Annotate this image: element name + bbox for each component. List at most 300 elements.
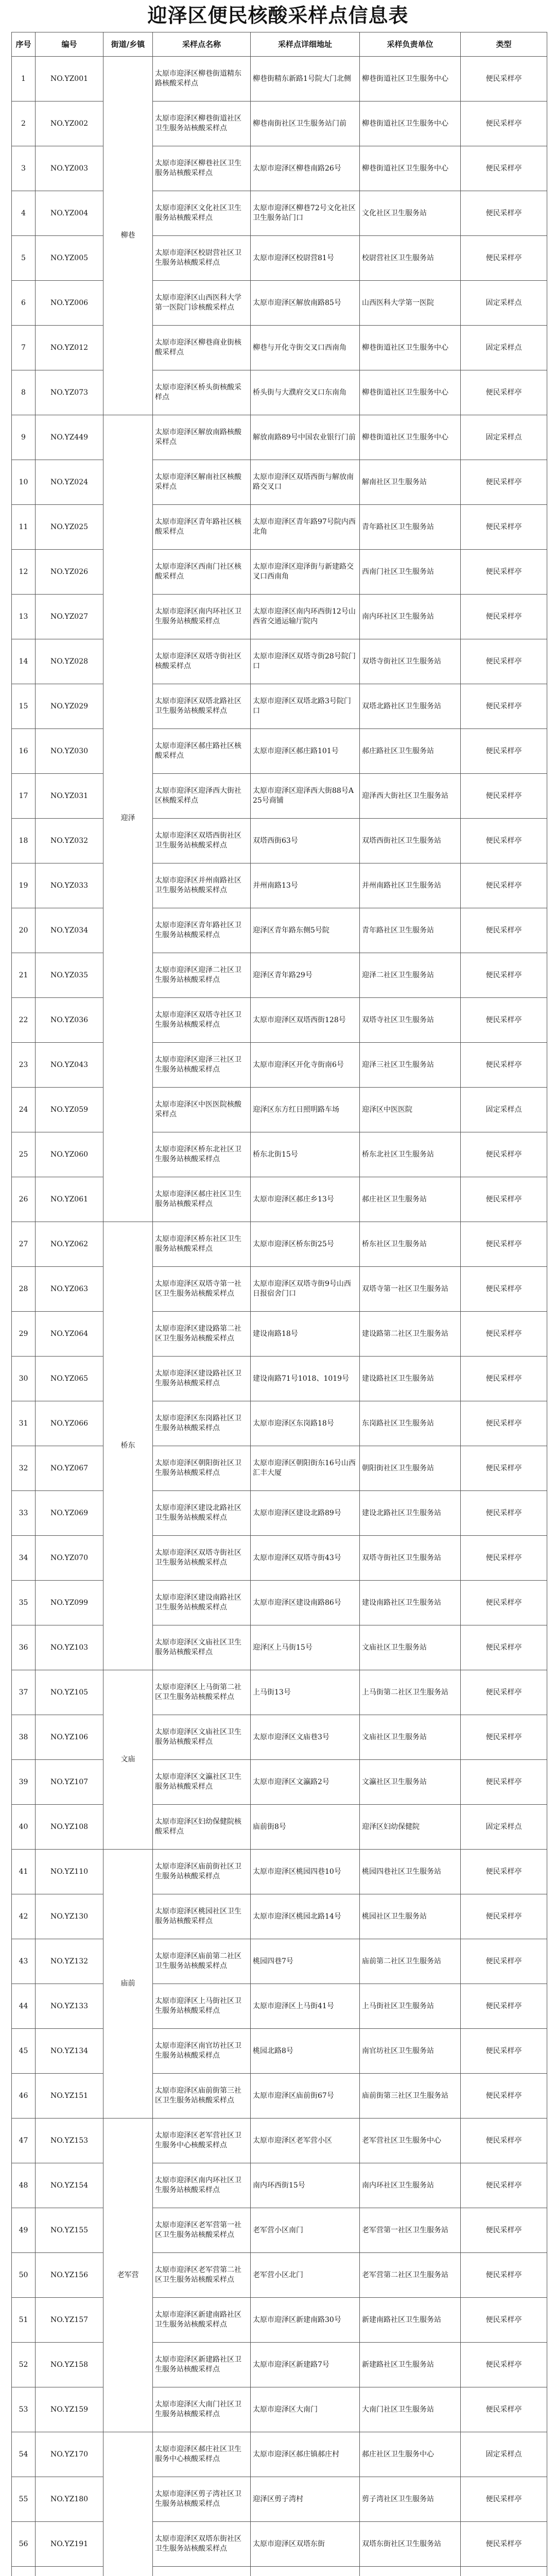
row-code-cell: NO.YZ134 (36, 2029, 103, 2074)
table-row (12, 1715, 547, 1760)
row-name-cell: 太原市迎泽区南官坊社区卫生服务站核酸采样点 (153, 2029, 251, 2074)
row-code-cell: NO.YZ191 (36, 2522, 103, 2567)
table-row (12, 1267, 547, 1312)
row-address-cell: 太原市迎泽区双塔寺街43号 (251, 1536, 360, 1581)
row-number-cell: 33 (12, 1491, 36, 1536)
row-address-cell: 建设南路71号1018、1019号 (251, 1357, 360, 1401)
row-address-cell: 桥头街与大濮府交叉口东南角 (251, 370, 360, 415)
row-name-cell: 太原市迎泽区双塔东街社区卫生服务站核酸采样点 (153, 2522, 251, 2567)
header-code: 编号 (36, 32, 103, 57)
row-name-cell: 太原市迎泽区建设北路社区卫生服务站核酸采样点 (153, 1491, 251, 1536)
row-address-cell: 迎泽区上马街15号 (251, 1625, 360, 1670)
row-type-cell: 便民采样亭 (461, 2387, 547, 2432)
row-type-cell: 便民采样亭 (461, 2119, 547, 2163)
row-code-cell: NO.YZ105 (36, 1670, 103, 1715)
row-unit-cell: 柳巷街道社区卫生服务中心 (360, 57, 461, 101)
row-code-cell: NO.YZ034 (36, 908, 103, 953)
table-row (12, 953, 547, 998)
table-row (12, 1043, 547, 1088)
table-row (12, 1939, 547, 1984)
row-unit-cell: 双塔东街社区卫生服务站 (360, 2522, 461, 2567)
row-code-cell: NO.YZ151 (36, 2074, 103, 2119)
row-name-cell: 太原市迎泽区庙前街第三社区卫生服务站核酸采样点 (153, 2074, 251, 2119)
table-row (12, 2432, 547, 2477)
row-address-cell: 太原市迎泽区朝阳街东16号山西汇丰大厦 (251, 1446, 360, 1491)
row-type-cell: 便民采样亭 (461, 819, 547, 863)
table-row (12, 1446, 547, 1491)
row-unit-cell: 迎泽三社区卫生服务站 (360, 1043, 461, 1088)
table-header-row (12, 32, 547, 57)
row-address-cell: 迎泽区剪子湾村 (251, 2477, 360, 2522)
row-name-cell: 太原市迎泽区南内环社区卫生服务站核酸采样点 (153, 595, 251, 639)
row-name-cell: 太原市迎泽区青年路社区卫生服务站核酸采样点 (153, 908, 251, 953)
row-number-cell: 18 (12, 819, 36, 863)
row-code-cell: NO.YZ133 (36, 1984, 103, 2029)
row-number-cell: 20 (12, 908, 36, 953)
row-name-cell: 太原市迎泽区柳巷街道精东路核酸采样点 (153, 57, 251, 101)
row-number-cell: 3 (12, 146, 36, 191)
row-code-cell: NO.YZ170 (36, 2432, 103, 2477)
row-type-cell: 便民采样亭 (461, 998, 547, 1043)
row-number-cell: 26 (12, 1177, 36, 1222)
row-name-cell: 太原市迎泽区朝阳街社区卫生服务站核酸采样点 (153, 1446, 251, 1491)
row-number-cell: 16 (12, 729, 36, 774)
row-name-cell: 太原市迎泽区青年路社区核酸采样点 (153, 505, 251, 550)
table-row (12, 1357, 547, 1401)
row-number-cell: 50 (12, 2253, 36, 2298)
table-row (12, 1222, 547, 1267)
row-number-cell: 21 (12, 953, 36, 998)
row-unit-cell: 郝庄社区卫生服务站 (360, 1177, 461, 1222)
row-unit-cell: 迎泽二社区卫生服务站 (360, 953, 461, 998)
row-number-cell: 13 (12, 595, 36, 639)
row-address-cell: 太原市迎泽区双塔东街 (251, 2522, 360, 2567)
row-code-cell: NO.YZ155 (36, 2208, 103, 2253)
table-row (12, 1177, 547, 1222)
row-type-cell: 便民采样亭 (461, 2253, 547, 2298)
table-row (12, 236, 547, 281)
table-row (12, 998, 547, 1043)
row-address-cell: 太原市迎泽区桃园四巷10号 (251, 1850, 360, 1894)
row-unit-cell: 山西医科大学第一医院 (360, 281, 461, 326)
row-address-cell: 太原市迎泽区双塔北路3号院门口 (251, 684, 360, 729)
row-name-cell: 太原市迎泽区迎泽三社区卫生服务站核酸采样点 (153, 1043, 251, 1088)
row-address-cell (251, 2567, 360, 2576)
row-code-cell: NO.YZ065 (36, 1357, 103, 1401)
row-address-cell: 太原市迎泽区双塔寺街28号院门口 (251, 639, 360, 684)
row-address-cell: 太原市迎泽区建设南路86号 (251, 1581, 360, 1625)
row-name-cell: 太原市迎泽区文化社区卫生服务站核酸采样点 (153, 191, 251, 236)
row-number-cell: 8 (12, 370, 36, 415)
row-address-cell: 太原市迎泽区庙前街67号 (251, 2074, 360, 2119)
row-type-cell: 便民采样亭 (461, 863, 547, 908)
row-name-cell: 太原市迎泽区郝庄社区卫生服务站核酸采样点 (153, 1177, 251, 1222)
row-address-cell: 太原市迎泽区迎泽街与新建路交叉口西南角 (251, 550, 360, 595)
row-type-cell: 便民采样亭 (461, 236, 547, 281)
row-unit-cell: 朝阳街社区卫生服务站 (360, 1446, 461, 1491)
row-name-cell: 太原市迎泽区解南社区核酸采样点 (153, 460, 251, 505)
row-unit-cell: 柳巷街道社区卫生服务中心 (360, 146, 461, 191)
row-address-cell: 柳巷南街社区卫生服务站门前 (251, 101, 360, 146)
table-row (12, 1760, 547, 1805)
row-address-cell: 解放南路89号中国农业银行门前 (251, 415, 360, 460)
row-unit-cell: 桥东社区卫生服务站 (360, 1222, 461, 1267)
row-number-cell: 38 (12, 1715, 36, 1760)
row-code-cell: NO.YZ110 (36, 1850, 103, 1894)
row-address-cell: 太原市迎泽区建设北路89号 (251, 1491, 360, 1536)
row-code-cell (36, 2567, 103, 2576)
row-unit-cell: 双塔寺街社区卫生服务站 (360, 1536, 461, 1581)
table-row (12, 908, 547, 953)
street-group-cell: 文庙 (103, 1670, 153, 1850)
row-name-cell: 太原市迎泽区桥东北社区卫生服务站核酸采样点 (153, 1132, 251, 1177)
row-code-cell: NO.YZ449 (36, 415, 103, 460)
row-type-cell: 便民采样亭 (461, 1491, 547, 1536)
row-code-cell: NO.YZ069 (36, 1491, 103, 1536)
row-number-cell: 11 (12, 505, 36, 550)
table-row (12, 2253, 547, 2298)
row-type-cell: 便民采样亭 (461, 2522, 547, 2567)
row-name-cell: 太原市迎泽区双塔西街社区卫生服务站核酸采样点 (153, 819, 251, 863)
row-number-cell: 51 (12, 2298, 36, 2343)
table-row (12, 326, 547, 370)
row-code-cell: NO.YZ066 (36, 1401, 103, 1446)
row-code-cell: NO.YZ005 (36, 236, 103, 281)
row-code-cell: NO.YZ158 (36, 2343, 103, 2387)
row-name-cell: 太原市迎泽区山西医科大学第一医院门诊核酸采样点 (153, 281, 251, 326)
row-number-cell: 28 (12, 1267, 36, 1312)
row-unit-cell: 双塔寺第一社区卫生服务站 (360, 1267, 461, 1312)
row-name-cell: 太原市迎泽区并州南路社区卫生服务站核酸采样点 (153, 863, 251, 908)
row-type-cell: 便民采样亭 (461, 1177, 547, 1222)
row-name-cell: 太原市迎泽区柳巷商业街核酸采样点 (153, 326, 251, 370)
row-type-cell: 便民采样亭 (461, 1715, 547, 1760)
row-code-cell: NO.YZ059 (36, 1088, 103, 1132)
row-name-cell: 太原市迎泽区柳巷街道社区卫生服务站核酸采样点 (153, 101, 251, 146)
street-group-cell (103, 2432, 153, 2576)
header-type: 类型 (461, 32, 547, 57)
row-unit-cell: 南官坊社区卫生服务站 (360, 2029, 461, 2074)
row-address-cell: 太原市迎泽区上马街41号 (251, 1984, 360, 2029)
row-number-cell: 30 (12, 1357, 36, 1401)
row-code-cell: NO.YZ099 (36, 1581, 103, 1625)
row-code-cell: NO.YZ107 (36, 1760, 103, 1805)
row-type-cell: 便民采样亭 (461, 460, 547, 505)
row-unit-cell (360, 2567, 461, 2576)
row-name-cell: 太原市迎泽区桥头街核酸采样点 (153, 370, 251, 415)
row-unit-cell: 校尉营社区卫生服务站 (360, 236, 461, 281)
row-unit-cell: 庙前第二社区卫生服务站 (360, 1939, 461, 1984)
row-number-cell: 15 (12, 684, 36, 729)
table-row (12, 2477, 547, 2522)
row-address-cell: 太原市迎泽区开化寺街南6号 (251, 1043, 360, 1088)
table-row (12, 415, 547, 460)
row-code-cell: NO.YZ012 (36, 326, 103, 370)
row-address-cell: 建设南路18号 (251, 1312, 360, 1357)
row-code-cell: NO.YZ029 (36, 684, 103, 729)
row-number-cell: 55 (12, 2477, 36, 2522)
row-number-cell: 31 (12, 1401, 36, 1446)
table-row (12, 2387, 547, 2432)
header-name: 采样点名称 (153, 32, 251, 57)
row-name-cell (153, 2567, 251, 2576)
row-address-cell: 太原市迎泽区双塔西街128号 (251, 998, 360, 1043)
row-unit-cell: 解南社区卫生服务站 (360, 460, 461, 505)
row-unit-cell: 新建路社区卫生服务站 (360, 2343, 461, 2387)
row-address-cell: 太原市迎泽区郝庄乡13号 (251, 1177, 360, 1222)
row-type-cell: 固定采样点 (461, 415, 547, 460)
row-address-cell: 迎泽区青年路29号 (251, 953, 360, 998)
row-code-cell: NO.YZ106 (36, 1715, 103, 1760)
row-name-cell: 太原市迎泽区新建路社区卫生服务站核酸采样点 (153, 2343, 251, 2387)
row-address-cell: 太原市迎泽区东岗路18号 (251, 1401, 360, 1446)
row-address-cell: 迎泽区东方红日照明路车场 (251, 1088, 360, 1132)
row-number-cell: 49 (12, 2208, 36, 2253)
row-type-cell: 便民采样亭 (461, 1984, 547, 2029)
table-row (12, 191, 547, 236)
header-no: 序号 (12, 32, 36, 57)
row-unit-cell: 青年路社区卫生服务站 (360, 908, 461, 953)
row-address-cell: 太原市迎泽区青年路97号院内西北角 (251, 505, 360, 550)
table-row (12, 2298, 547, 2343)
row-code-cell: NO.YZ153 (36, 2119, 103, 2163)
row-type-cell: 固定采样点 (461, 1805, 547, 1850)
row-type-cell: 便民采样亭 (461, 2208, 547, 2253)
table-row (12, 1805, 547, 1850)
row-number-cell: 48 (12, 2163, 36, 2208)
row-number-cell: 6 (12, 281, 36, 326)
row-unit-cell: 文化社区卫生服务站 (360, 191, 461, 236)
row-type-cell: 便民采样亭 (461, 1222, 547, 1267)
row-number-cell: 46 (12, 2074, 36, 2119)
row-type-cell: 便民采样亭 (461, 505, 547, 550)
table-row (12, 1850, 547, 1894)
row-name-cell: 太原市迎泽区中医医院核酸采样点 (153, 1088, 251, 1132)
row-type-cell: 便民采样亭 (461, 550, 547, 595)
row-unit-cell: 老军营第一社区卫生服务站 (360, 2208, 461, 2253)
table-row (12, 2029, 547, 2074)
row-name-cell: 太原市迎泽区双塔寺社区卫生服务站核酸采样点 (153, 998, 251, 1043)
row-code-cell: NO.YZ035 (36, 953, 103, 998)
table-row (12, 1312, 547, 1357)
street-group-cell: 庙前 (103, 1850, 153, 2119)
row-address-cell: 柳巷与开化寺街交叉口西南角 (251, 326, 360, 370)
row-number-cell: 5 (12, 236, 36, 281)
row-code-cell: NO.YZ004 (36, 191, 103, 236)
row-code-cell: NO.YZ030 (36, 729, 103, 774)
table-row (12, 2567, 547, 2576)
row-code-cell: NO.YZ026 (36, 550, 103, 595)
table-row (12, 1581, 547, 1625)
row-name-cell: 太原市迎泽区校尉营社区卫生服务站核酸采样点 (153, 236, 251, 281)
row-code-cell: NO.YZ103 (36, 1625, 103, 1670)
row-code-cell: NO.YZ154 (36, 2163, 103, 2208)
row-number-cell: 9 (12, 415, 36, 460)
row-name-cell: 太原市迎泽区上马街社区卫生服务站核酸采样点 (153, 1984, 251, 2029)
row-type-cell: 便民采样亭 (461, 1536, 547, 1581)
row-code-cell: NO.YZ157 (36, 2298, 103, 2343)
row-unit-cell: 双塔寺社区卫生服务站 (360, 998, 461, 1043)
row-address-cell: 太原市迎泽区大南门 (251, 2387, 360, 2432)
row-unit-cell: 老军营社区卫生服务中心 (360, 2119, 461, 2163)
row-number-cell: 47 (12, 2119, 36, 2163)
table-row (12, 1132, 547, 1177)
table-body (12, 57, 547, 2576)
row-address-cell: 太原市迎泽区柳巷南路26号 (251, 146, 360, 191)
row-type-cell: 便民采样亭 (461, 639, 547, 684)
row-unit-cell: 庙前街第三社区卫生服务站 (360, 2074, 461, 2119)
row-unit-cell: 桃园社区卫生服务站 (360, 1894, 461, 1939)
row-number-cell: 41 (12, 1850, 36, 1894)
row-name-cell: 太原市迎泽区文庙社区卫生服务站核酸采样点 (153, 1625, 251, 1670)
page-title: 迎泽区便民核酸采样点信息表 (147, 4, 409, 27)
row-name-cell: 太原市迎泽区老军营社区卫生服务中心核酸采样点 (153, 2119, 251, 2163)
row-unit-cell: 文瀛社区卫生服务站 (360, 1760, 461, 1805)
row-name-cell: 太原市迎泽区迎泽西大街社区核酸采样点 (153, 774, 251, 819)
row-type-cell: 便民采样亭 (461, 1625, 547, 1670)
row-address-cell: 太原市迎泽区郝庄镇郝庄村 (251, 2432, 360, 2477)
row-code-cell: NO.YZ060 (36, 1132, 103, 1177)
row-type-cell (461, 2567, 547, 2576)
row-number-cell: 25 (12, 1132, 36, 1177)
row-unit-cell: 迎泽区妇幼保健院 (360, 1805, 461, 1850)
row-type-cell: 便民采样亭 (461, 191, 547, 236)
row-address-cell: 太原市迎泽区迎泽西大街88号A25号商铺 (251, 774, 360, 819)
row-address-cell: 太原市迎泽区桥东街25号 (251, 1222, 360, 1267)
row-code-cell: NO.YZ036 (36, 998, 103, 1043)
table-row (12, 595, 547, 639)
row-address-cell: 太原市迎泽区解放南路85号 (251, 281, 360, 326)
row-code-cell: NO.YZ061 (36, 1177, 103, 1222)
row-type-cell: 固定采样点 (461, 326, 547, 370)
row-number-cell: 43 (12, 1939, 36, 1984)
row-type-cell: 便民采样亭 (461, 1850, 547, 1894)
table-row (12, 550, 547, 595)
row-number-cell: 23 (12, 1043, 36, 1088)
street-group-cell: 桥东 (103, 1222, 153, 1670)
row-type-cell: 便民采样亭 (461, 595, 547, 639)
row-type-cell: 便民采样亭 (461, 1312, 547, 1357)
table-row (12, 684, 547, 729)
row-code-cell: NO.YZ132 (36, 1939, 103, 1984)
row-name-cell: 太原市迎泽区东岗路社区卫生服务站核酸采样点 (153, 1401, 251, 1446)
header-street: 街道/乡镇 (103, 32, 153, 57)
row-number-cell: 40 (12, 1805, 36, 1850)
row-type-cell: 便民采样亭 (461, 774, 547, 819)
row-unit-cell: 剪子湾社区卫生服务站 (360, 2477, 461, 2522)
row-name-cell: 太原市迎泽区柳巷社区卫生服务站核酸采样点 (153, 146, 251, 191)
row-number-cell: 42 (12, 1894, 36, 1939)
row-unit-cell: 大南门社区卫生服务站 (360, 2387, 461, 2432)
row-code-cell: NO.YZ027 (36, 595, 103, 639)
row-name-cell: 太原市迎泽区桃园社区卫生服务站核酸采样点 (153, 1894, 251, 1939)
row-address-cell: 南内环西街15号 (251, 2163, 360, 2208)
row-unit-cell: 建设路社区卫生服务站 (360, 1357, 461, 1401)
row-number-cell: 22 (12, 998, 36, 1043)
row-address-cell: 庙前街8号 (251, 1805, 360, 1850)
row-number-cell: 44 (12, 1984, 36, 2029)
row-address-cell: 柳巷街精东新路1号院大门北侧 (251, 57, 360, 101)
row-address-cell: 双塔西街63号 (251, 819, 360, 863)
row-number-cell: 39 (12, 1760, 36, 1805)
table-row (12, 57, 547, 101)
row-address-cell: 桃园四巷7号 (251, 1939, 360, 1984)
table-row (12, 460, 547, 505)
row-name-cell: 太原市迎泽区桥东社区卫生服务站核酸采样点 (153, 1222, 251, 1267)
row-name-cell: 太原市迎泽区老军营第一社区卫生服务站核酸采样点 (153, 2208, 251, 2253)
street-group-cell: 柳巷 (103, 57, 153, 415)
row-type-cell: 便民采样亭 (461, 2074, 547, 2119)
row-number-cell: 35 (12, 1581, 36, 1625)
street-group-cell: 老军营 (103, 2119, 153, 2432)
row-unit-cell: 迎泽西大街社区卫生服务站 (360, 774, 461, 819)
row-name-cell: 太原市迎泽区庙前街社区卫生服务站核酸采样点 (153, 1850, 251, 1894)
table-row (12, 101, 547, 146)
row-unit-cell: 迎泽区中医医院 (360, 1088, 461, 1132)
row-name-cell: 太原市迎泽区文瀛社区卫生服务站核酸采样点 (153, 1760, 251, 1805)
row-type-cell: 便民采样亭 (461, 2343, 547, 2387)
row-number-cell: 53 (12, 2387, 36, 2432)
row-unit-cell: 柳巷街道社区卫生服务中心 (360, 370, 461, 415)
row-unit-cell: 文庙社区卫生服务站 (360, 1715, 461, 1760)
row-address-cell: 太原市迎泽区郝庄路101号 (251, 729, 360, 774)
row-type-cell: 便民采样亭 (461, 684, 547, 729)
row-number-cell: 1 (12, 57, 36, 101)
table-row (12, 1401, 547, 1446)
row-type-cell: 便民采样亭 (461, 2477, 547, 2522)
row-name-cell: 太原市迎泽区南内环社区卫生服务站核酸采样点 (153, 2163, 251, 2208)
row-code-cell: NO.YZ063 (36, 1267, 103, 1312)
row-code-cell: NO.YZ156 (36, 2253, 103, 2298)
table-row (12, 819, 547, 863)
row-address-cell: 太原市迎泽区新建南路30号 (251, 2298, 360, 2343)
row-code-cell: NO.YZ031 (36, 774, 103, 819)
row-address-cell: 迎泽区青年路东侧5号院 (251, 908, 360, 953)
row-number-cell: 37 (12, 1670, 36, 1715)
row-address-cell: 太原市迎泽区双塔西街与解放南路交叉口 (251, 460, 360, 505)
row-number-cell: 52 (12, 2343, 36, 2387)
row-code-cell: NO.YZ130 (36, 1894, 103, 1939)
row-unit-cell: 新建南路社区卫生服务站 (360, 2298, 461, 2343)
table-row (12, 146, 547, 191)
row-address-cell: 桥东北街15号 (251, 1132, 360, 1177)
table-row (12, 1670, 547, 1715)
row-number-cell (12, 2567, 36, 2576)
row-address-cell: 太原市迎泽区双塔寺街9号山西日报宿舍门口 (251, 1267, 360, 1312)
row-number-cell: 14 (12, 639, 36, 684)
row-number-cell: 34 (12, 1536, 36, 1581)
row-name-cell: 太原市迎泽区大南门社区卫生服务站核酸采样点 (153, 2387, 251, 2432)
row-name-cell: 太原市迎泽区剪子湾社区卫生服务站核酸采样点 (153, 2477, 251, 2522)
row-name-cell: 太原市迎泽区建设路第二社区卫生服务站核酸采样点 (153, 1312, 251, 1357)
row-type-cell: 便民采样亭 (461, 2163, 547, 2208)
row-unit-cell: 桥东北社区卫生服务站 (360, 1132, 461, 1177)
row-address-cell: 老军营小区南门 (251, 2208, 360, 2253)
row-unit-cell: 文庙社区卫生服务站 (360, 1625, 461, 1670)
row-number-cell: 36 (12, 1625, 36, 1670)
row-code-cell: NO.YZ003 (36, 146, 103, 191)
row-type-cell: 便民采样亭 (461, 2298, 547, 2343)
row-unit-cell: 双塔西街社区卫生服务站 (360, 819, 461, 863)
table-row (12, 729, 547, 774)
row-code-cell: NO.YZ067 (36, 1446, 103, 1491)
row-type-cell: 便民采样亭 (461, 101, 547, 146)
row-address-cell: 太原市迎泽区柳巷72号文化社区卫生服务站门口 (251, 191, 360, 236)
row-unit-cell: 东岗路社区卫生服务站 (360, 1401, 461, 1446)
row-code-cell: NO.YZ108 (36, 1805, 103, 1850)
table-row (12, 1536, 547, 1581)
row-type-cell: 便民采样亭 (461, 953, 547, 998)
